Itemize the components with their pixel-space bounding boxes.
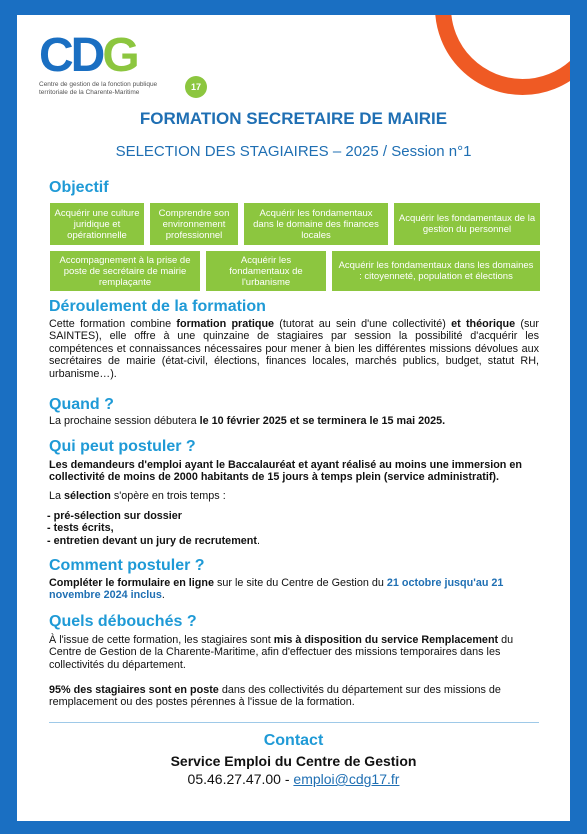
contact-email-link[interactable]: emploi@cdg17.fr	[293, 771, 400, 787]
deroulement-text: Cette formation combine formation pratique (tutorat au sein d'une collectivité) et théorique (sur SAINTES), elle offre à une quinzaine de stagiaires par session la possibilité d'acquérir les compétences et connaissances nécessaires pour mener à bien les différentes missions dévolues aux secrétaires de mairie (état-civil, élections, finances locales, marchés publics, budget, statut RH, urbanisme…).	[49, 318, 539, 380]
contact-line	[17, 771, 570, 787]
objective-box: Acquérir les fondamentaux de l'urbanisme	[206, 251, 326, 291]
debouches-text-1: À l'issue de cette formation, les stagiaires sont mis à disposition du service Remplacement du Centre de Gestion de la Charente-Maritime, afin d'effectuer des missions temporaires dans les collectivités du département.	[49, 634, 514, 671]
decorative-arc	[435, 15, 570, 95]
comment-text: Compléter le formulaire en ligne sur le site du Centre de Gestion du 21 octobre jusqu'au 21 novembre 2024 inclus.	[49, 577, 504, 602]
objectif-heading: Objectif	[49, 179, 109, 196]
qui-heading: Qui peut postuler ?	[49, 438, 196, 455]
page-title: FORMATION SECRETAIRE DE MAIRIE	[139, 109, 448, 128]
page-subtitle: SELECTION DES STAGIAIRES – 2025 / Session n°1	[115, 143, 472, 160]
contact-heading: Contact	[263, 732, 324, 749]
document-page	[17, 15, 570, 821]
objective-box: Acquérir les fondamentaux dans les domaines : citoyenneté, population et élections	[332, 251, 540, 291]
selection-text: La sélection s'opère en trois temps :	[49, 490, 226, 502]
divider	[49, 722, 539, 723]
selection-step: - entretien devant un jury de recrutement	[47, 534, 257, 547]
selection-steps: - pré-sélection sur dossier - tests écrits, - entretien devant un jury de recrutement.	[47, 510, 260, 547]
deroulement-heading: Déroulement de la formation	[49, 298, 266, 315]
contact-phone: 05.46.27.47.00 -	[187, 771, 294, 787]
selection-step: - tests écrits,	[47, 522, 114, 535]
debouches-heading: Quels débouchés ?	[49, 613, 197, 630]
debouches-text-2: 95% des stagiaires sont en poste dans des collectivités du département sur des missions de remplacement ou des postes pérennes à l'issue de la formation.	[49, 684, 501, 709]
quand-heading: Quand ?	[49, 396, 114, 413]
selection-step: - pré-sélection sur dossier	[47, 510, 183, 522]
comment-heading: Comment postuler ?	[49, 557, 205, 574]
quand-text: La prochaine session débutera le 10 février 2025 et se terminera le 15 mai 2025.	[49, 415, 446, 427]
logo-wordmark: CDG	[39, 29, 137, 82]
qui-bold-text: Les demandeurs d'emploi ayant le Baccalauréat et ayant réalisé au moins une immersion en collectivité de moins de 2000 habitants de 15 jours à temps plein (service administratif).	[49, 459, 523, 484]
contact-service: Service Emploi du Centre de Gestion	[170, 753, 417, 769]
objective-box: Comprendre son environnement professionnel	[150, 203, 238, 245]
objective-box: Acquérir une culture juridique et opérationnelle	[50, 203, 144, 245]
logo-subtitle: Centre de gestion de la fonction publique territoriale de la Charente-Maritime	[39, 81, 158, 96]
objective-box: Acquérir les fondamentaux de la gestion du personnel	[394, 203, 540, 245]
logo-badge: 17	[185, 76, 207, 98]
cdg17-logo	[39, 29, 201, 96]
objective-box: Accompagnement à la prise de poste de secrétaire de mairie remplaçante	[50, 251, 200, 291]
objective-box: Acquérir les fondamentaux dans le domaine des finances locales	[244, 203, 388, 245]
